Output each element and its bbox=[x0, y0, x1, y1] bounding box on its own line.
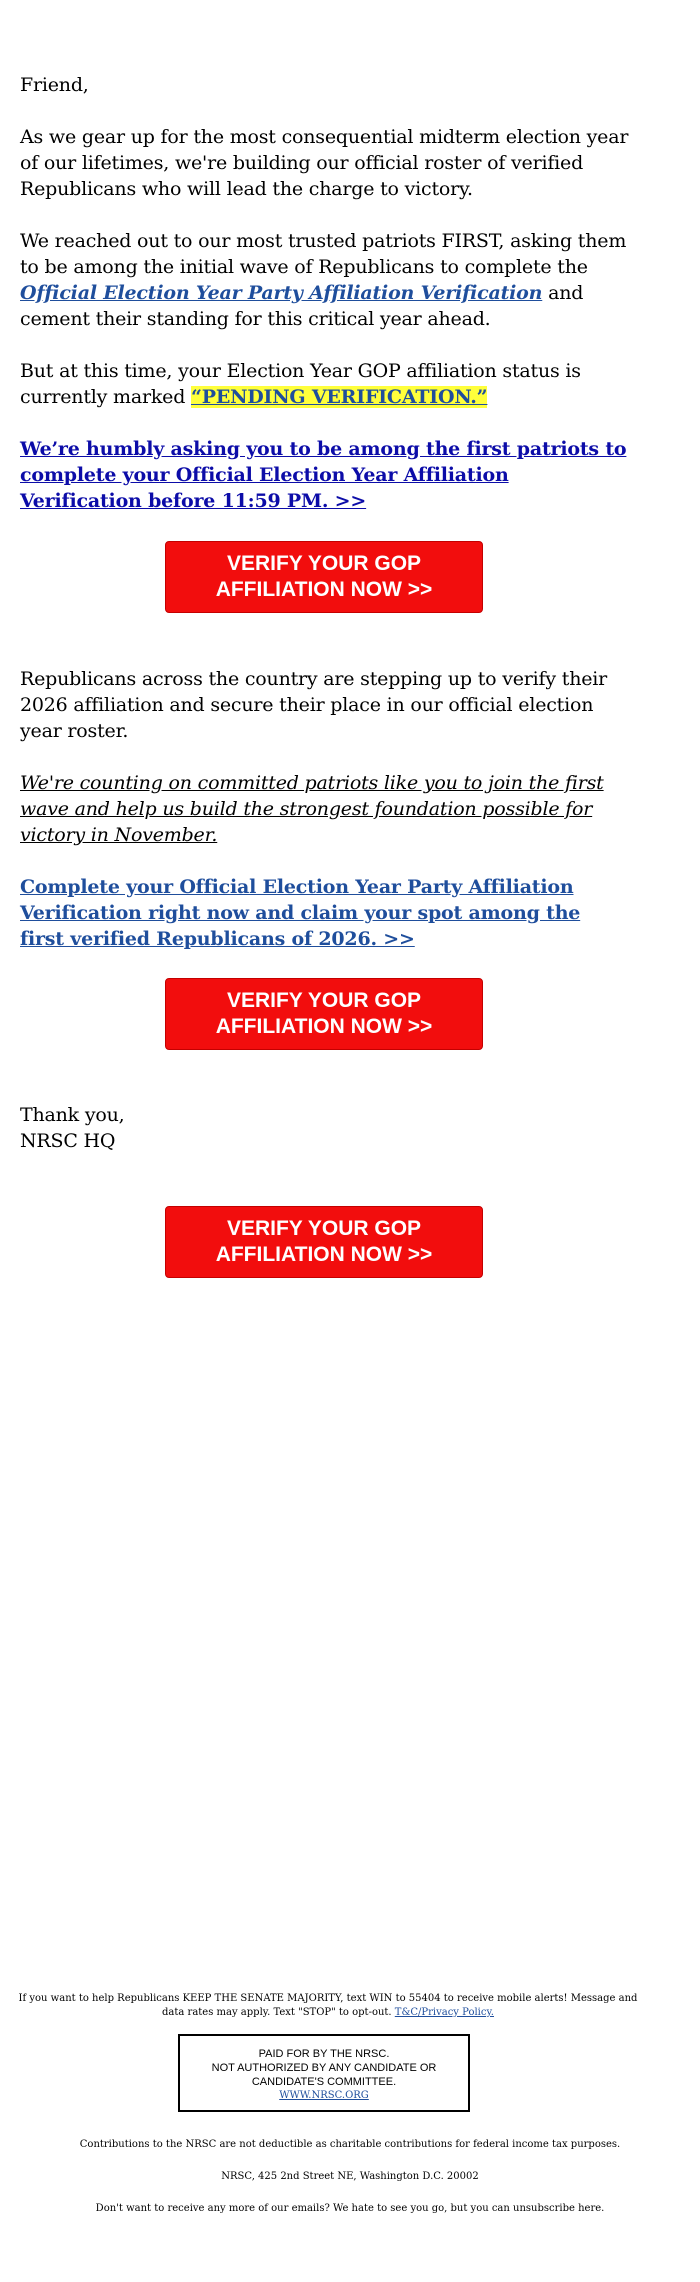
paragraph-momentum: Republicans across the country are stepping up to verify their 2026 affiliation and secure their place in our official election year roster. bbox=[20, 668, 608, 742]
signoff bbox=[20, 1102, 630, 1154]
sms-disclaimer-text: If you want to help Republicans KEEP THE SENATE MAJORITY, text WIN to 55404 to receive mobile alerts! Message and data rates may apply. Text "STOP" to opt-out. bbox=[18, 1993, 638, 2018]
verify-affiliation-button-3[interactable]: VERIFY YOUR GOP AFFILIATION NOW >> bbox=[165, 1206, 483, 1278]
mailing-address: NRSC, 425 2nd Street NE, Washington D.C. 20002 bbox=[221, 2171, 479, 2182]
paragraph-status-lead: But at this time, your Election Year GOP affiliation status is currently marked bbox=[20, 360, 581, 408]
ask-deadline-link-wrap bbox=[20, 436, 630, 514]
ask-deadline-link[interactable]: We’re humbly asking you to be among the first patriots to complete your Official Election Year Affiliation Verification before 11:59 PM. >> bbox=[20, 438, 627, 512]
paragraph-counting-text: We're counting on committed patriots like you to join the first wave and help us build the strongest foundation possible for victory in November. bbox=[20, 772, 604, 846]
signoff-thanks: Thank you, bbox=[20, 1104, 125, 1126]
ask-complete-link-wrap bbox=[20, 874, 630, 952]
greeting: Friend, bbox=[20, 74, 89, 96]
sms-disclaimer bbox=[18, 1992, 638, 2020]
tax-disclaimer: Contributions to the NRSC are not deductible as charitable contributions for federal income tax purposes. bbox=[79, 2139, 621, 2150]
paid-for-line-3: CANDIDATE'S COMMITTEE. bbox=[251, 2076, 397, 2088]
paragraph-status bbox=[20, 358, 630, 410]
paragraph-outreach-tail: and cement their standing for this critical year ahead. bbox=[20, 282, 584, 330]
verify-affiliation-button-1[interactable]: VERIFY YOUR GOP AFFILIATION NOW >> bbox=[165, 541, 483, 613]
paid-for-line-1: PAID FOR BY THE NRSC. bbox=[258, 2048, 390, 2060]
paid-for-disclaimer-box bbox=[178, 2034, 470, 2112]
paragraph-counting bbox=[20, 770, 630, 848]
nrsc-website-link[interactable]: WWW.NRSC.ORG bbox=[279, 2090, 369, 2101]
signoff-sender: NRSC HQ bbox=[20, 1130, 116, 1152]
paragraph-intro: As we gear up for the most consequential midterm election year of our lifetimes, we're building our official roster of verified Republicans who will lead the charge to victory. bbox=[20, 126, 629, 200]
ask-complete-link[interactable]: Complete your Official Election Year Party Affiliation Verification right now and claim your spot among the first verified Republicans of 2026. >> bbox=[20, 876, 581, 950]
verification-inline-link[interactable]: Official Election Year Party Affiliation Verification bbox=[20, 282, 543, 304]
paragraph-outreach bbox=[20, 228, 630, 332]
pending-status-badge: “PENDING VERIFICATION.” bbox=[191, 386, 488, 408]
paragraph-outreach-lead: We reached out to our most trusted patriots FIRST, asking them to be among the initial wave of Republicans to complete the bbox=[20, 230, 627, 278]
verify-affiliation-button-2[interactable]: VERIFY YOUR GOP AFFILIATION NOW >> bbox=[165, 978, 483, 1050]
paid-for-line-2: NOT AUTHORIZED BY ANY CANDIDATE OR bbox=[211, 2062, 437, 2074]
privacy-policy-link[interactable]: T&C/Privacy Policy. bbox=[394, 2007, 494, 2018]
unsubscribe-link[interactable]: Don't want to receive any more of our emails? We hate to see you go, but you can unsubscribe here. bbox=[95, 2203, 605, 2214]
